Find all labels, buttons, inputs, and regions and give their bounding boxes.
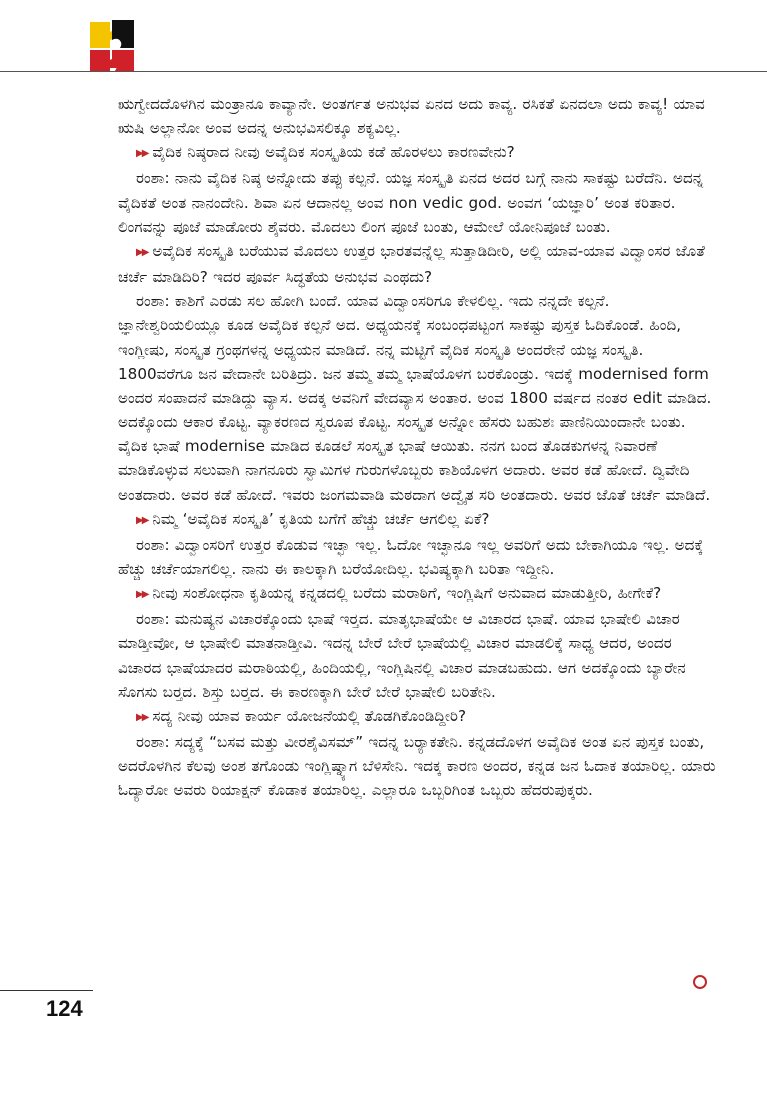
interview-question <box>118 581 718 607</box>
question-marker-icon: ▶▶ <box>136 589 148 601</box>
interview-question <box>118 704 718 730</box>
publication-logo <box>88 18 136 74</box>
paragraph-text: ನಿಮ್ಮ ‘ಅವೈದಿಕ ಸಂಸ್ಕೃತಿ’ ಕೃತಿಯ ಬಗೆಗೆ ಹೆಚ್ಚು ಚರ್ಚೆ ಆಗಲಿಲ್ಲ ಏಕೆ? <box>152 509 490 528</box>
interview-answer <box>118 92 718 140</box>
page-number: 124 <box>46 996 83 1021</box>
footer-rule <box>0 990 93 991</box>
interview-answer <box>118 607 718 704</box>
paragraph-text: ನೀವು ಸಂಶೋಧನಾ ಕೃತಿಯನ್ನ ಕನ್ನಡದಲ್ಲಿ ಬರೆದು ಮರಾಠಿಗೆ, ಇಂಗ್ಲಿಷಿಗೆ ಅನುವಾದ ಮಾಡುತ್ತೀರಿ, ಹೀಗೇಕೆ? <box>152 584 662 603</box>
interview-answer <box>118 533 718 581</box>
interview-question <box>118 140 718 166</box>
question-marker-icon: ▶▶ <box>136 514 148 526</box>
interview-answer <box>118 289 718 506</box>
paragraph-text: ರಂಶಾ: ಸದ್ಯಕ್ಕೆ “ಬಸವ ಮತ್ತು ವೀರಶೈವಿಸಮ್” ಇದನ್ನ ಬರ್‍ಯಾಕತೇನಿ. ಕನ್ನಡದೊಳಗ ಅವೈದಿಕ ಅಂತ ಏನ ಪುಸ್ತಕ ಬಂತು, ಅದರೊಳಗಿನ ಕೆಲವು ಅಂಶ ತಗೊಂಡು ಇಂಗ್ಲಿಷ್ನ್ಯಾಗ ಬೆಳಿಸೇನಿ. ಇದಕ್ಕ ಕಾರಣ ಅಂದರ, ಕನ್ನಡ ಜನ ಓದಾಕ ತಯಾರಿಲ್ಲ. ಯಾರು ಓದ್ಯಾರೋ ಅವರು ರಿಯಾಕ್ಷನ್ ಕೊಡಾಕ ತಯಾರಿಲ್ಲ. ಎಲ್ಲಾರೂ ಒಬ್ಬರಿಗಿಂತ ಒಬ್ಬರು ಹೆದರುಪುಕ್ಕರು. <box>118 733 716 800</box>
paragraph-text: ರಂಶಾ: ನಾನು ವೈದಿಕ ನಿಷ್ಠ ಅನ್ನೋದು ತಪ್ಪು ಕಲ್ಪನೆ. ಯಜ್ಞ ಸಂಸ್ಕೃತಿ ಏನದ ಅದರ ಬಗ್ಗೆ ನಾನು ಸಾಕಷ್ಟು ಬರೆದೆನಿ. ಅದನ್ನ ವೈದಿಕತೆ ಅಂತ ನಾನಂದೇನಿ. ಶಿವಾ ಏನ ಆದಾನಲ್ಲ ಅಂವ non vedic god. ಅಂವಗ ‘ಯಜ್ಞಾರಿ’ ಅಂತ ಕರಿತಾರ. ಲಿಂಗವನ್ನು ಪೂಜೆ ಮಾಡೋರು ಶೈವರು. ಮೊದಲು ಲಿಂಗ ಪೂಜೆ ಬಂತು, ಆಮೇಲೆ ಯೋನಿಪೂಜೆ ಬಂತು. <box>118 169 704 236</box>
end-of-article-mark <box>693 975 707 989</box>
interview-question <box>118 507 718 533</box>
paragraph-text: ಋಗ್ವೇದದೊಳಗಿನ ಮಂತ್ರಾನೂ ಕಾವ್ಯಾನೇ. ಅಂತರ್ಗತ ಅನುಭವ ಏನದ ಅದು ಕಾವ್ಯ. ರಸಿಕತೆ ಏನದಲಾ ಅದು ಕಾವ್ಯ! ಯಾವ ಋಷಿ ಅಲ್ಲಾನೋ ಅಂವ ಅದನ್ನ ಅನುಭವಿಸಲಿಕ್ಕೂ ಶಕ್ಯವಿಲ್ಲ. <box>118 95 705 138</box>
paragraph-text: ರಂಶಾ: ಕಾಶಿಗೆ ಎರಡು ಸಲ ಹೋಗಿ ಬಂದೆ. ಯಾವ ವಿದ್ವಾಂಸರಿಗೂ ಕೇಳಲಿಲ್ಲ. ಇದು ನನ್ನದೇ ಕಲ್ಪನೆ. ಜ್ಞಾನೇಶ್ವರಿಯಲಿಯ್ಲೂ ಕೂಡ ಅವೈದಿಕ ಕಲ್ಪನೆ ಅದ. ಅಧ್ಯಯನಕ್ಕೆ ಸಂಬಂಧಪಟ್ಟಂಗ ಸಾಕಷ್ಟು ಪುಸ್ತಕ ಓದಿಕೊಂಡೆ. ಹಿಂದಿ, ಇಂಗ್ಲೀಷು, ಸಂಸ್ಕೃತ ಗ್ರಂಥಗಳನ್ನ ಅಧ್ಯಯನ ಮಾಡಿದೆ. ನನ್ನ ಮಟ್ಟಿಗೆ ವೈದಿಕ ಸಂಸ್ಕೃತಿ ಅಂದರೇನೆ ಯಜ್ಞ ಸಂಸ್ಕೃತಿ. 1800ವರೆಗೂ ಜನ ವೇದಾನೇ ಬರಿತಿದ್ರು. ಜನ ತಮ್ಮ ತಮ್ಮ ಭಾಷೆಯೊಳಗ ಬರಕೊಂಡ್ರು. ಇದಕ್ಕೆ modernised form ಅಂದರ ಸಂಪಾದನೆ ಮಾಡಿದ್ದು ವ್ಯಾಸ. ಅದಕ್ಕ ಅವನಿಗೆ ವೇದವ್ಯಾಸ ಅಂತಾರ. ಅಂವ 1800 ವರ್ಷದ ನಂತರ edit ಮಾಡಿದ. ಅದಕ್ಕೊಂದು ಆಕಾರ ಕೊಟ್ಟ. ವ್ಯಾಕರಣದ ಸ್ವರೂಪ ಕೊಟ್ಟ. ಸಂಸ್ಕೃತ ಅನ್ನೋ ಹೆಸರು ಬಹುಶಃ ಪಾಣಿನಿಯಿಂದಾನೇ ಬಂತು. ವೈದಿಕ ಭಾಷೆ modernise ಮಾಡಿದ ಕೂಡಲೆ ಸಂಸ್ಕೃತ ಭಾಷೆ ಆಯಿತು. ನನಗ ಬಂದ ತೊಡಕುಗಳನ್ನ ನಿವಾರಣೆ ಮಾಡಿಕೊಳ್ಳುವ ಸಲುವಾಗಿ ನಾಗನೂರು ಸ್ವಾಮಿಗಳ ಗುರುಗಳೊಬ್ಬರು ಕಾಶಿಯೊಳಗ ಅದಾರು. ಅವರ ಕಡೆ ಹೋದೆ. ದ್ವಿವೇದಿ ಅಂತದಾರು. ಅವರ ಕಡೆ ಹೋದೆ. ಇವರು ಜಂಗಮವಾಡಿ ಮಠದಾಗ ಅದ್ವೈತ ಸರಿ ಅಂತದಾರು. ಅವರ ಜೊತೆ ಚರ್ಚೆ ಮಾಡಿದೆ. <box>118 292 712 504</box>
interview-answer <box>118 730 718 802</box>
question-marker-icon: ▶▶ <box>136 148 148 160</box>
question-marker-icon: ▶▶ <box>136 246 148 258</box>
header-rule <box>0 71 767 72</box>
paragraph-text: ರಂಶಾ: ಮನುಷ್ಯನ ವಿಚಾರಕ್ಕೊಂದು ಭಾಷೆ ಇರ್‍ತದ. ಮಾತೃಭಾಷೆಯೇ ಆ ವಿಚಾರದ ಭಾಷೆ. ಯಾವ ಭಾಷೇಲಿ ವಿಚಾರ ಮಾಡ್ತೀವೋ, ಆ ಭಾಷೇಲಿ ಮಾತನಾಡ್ತೀವಿ. ಇದನ್ನ ಬೇರೆ ಬೇರೆ ಭಾಷೆಯಲ್ಲಿ ವಿಚಾರ ಮಾಡಲಿಕ್ಕೆ ಸಾಧ್ಯ ಆದರ, ಅಂದರ ವಿಚಾರದ ಭಾಷೆಯಾದರ ಮರಾಠಿಯಲ್ಲಿ, ಹಿಂದಿಯಲ್ಲಿ, ಇಂಗ್ಲಿಷಿನಲ್ಲಿ ವಿಚಾರ ಮಾಡಬಹುದು. ಆಗ ಅದಕ್ಕೊಂದು ಬ್ಯಾರೇನ ಸೊಗಸು ಬರ್‍ತದ. ಶಿಸ್ತು ಬರ್‍ತದ. ಈ ಕಾರಣಕ್ಕಾಗಿ ಬೇರೆ ಬೇರೆ ಭಾಷೇಲಿ ಬರಿತೇನಿ. <box>118 610 686 701</box>
paragraph-text: ವೈದಿಕ ನಿಷ್ಠರಾದ ನೀವು ಅವೈದಿಕ ಸಂಸ್ಕೃತಿಯ ಕಡೆ ಹೊರಳಲು ಕಾರಣವೇನು? <box>152 143 515 162</box>
interview-answer <box>118 166 718 238</box>
question-marker-icon: ▶▶ <box>136 711 148 723</box>
paragraph-text: ಅವೈದಿಕ ಸಂಸ್ಕೃತಿ ಬರೆಯುವ ಮೊದಲು ಉತ್ತರ ಭಾರತವನ್ನೆಲ್ಲ ಸುತ್ತಾಡಿದೀರಿ, ಅಲ್ಲಿ ಯಾವ-ಯಾವ ವಿದ್ವಾಂಸರ ಜೊತೆ ಚರ್ಚೆ ಮಾಡಿದಿರಿ? ಇದರ ಪೂರ್ವ ಸಿದ್ಧತೆಯ ಅನುಭವ ಎಂಥದು? <box>118 241 705 287</box>
paragraph-text: ಸದ್ಯ ನೀವು ಯಾವ ಕಾರ್ಯ ಯೋಜನೆಯಲ್ಲಿ ತೊಡಗಿಕೊಂಡಿದ್ದೀರಿ? <box>152 706 467 725</box>
article-body <box>118 92 718 803</box>
interview-question <box>118 239 718 289</box>
paragraph-text: ರಂಶಾ: ವಿದ್ವಾಂಸರಿಗೆ ಉತ್ತರ ಕೊಡುವ ಇಚ್ಛಾ ಇಲ್ಲ. ಓದೋ ಇಚ್ಛಾನೂ ಇಲ್ಲ ಅವರಿಗೆ ಅದು ಬೇಕಾಗಿಯೂ ಇಲ್ಲ. ಅದಕ್ಕೆ ಹೆಚ್ಚು ಚರ್ಚೆಯಾಗಲಿಲ್ಲ. ನಾನು ಈ ಕಾಲಕ್ಕಾಗಿ ಬರೆಯೋದಿಲ್ಲ. ಭವಿಷ್ಯಕ್ಕಾಗಿ ಬರಿತಾ ಇದ್ದೀನಿ. <box>118 535 704 578</box>
